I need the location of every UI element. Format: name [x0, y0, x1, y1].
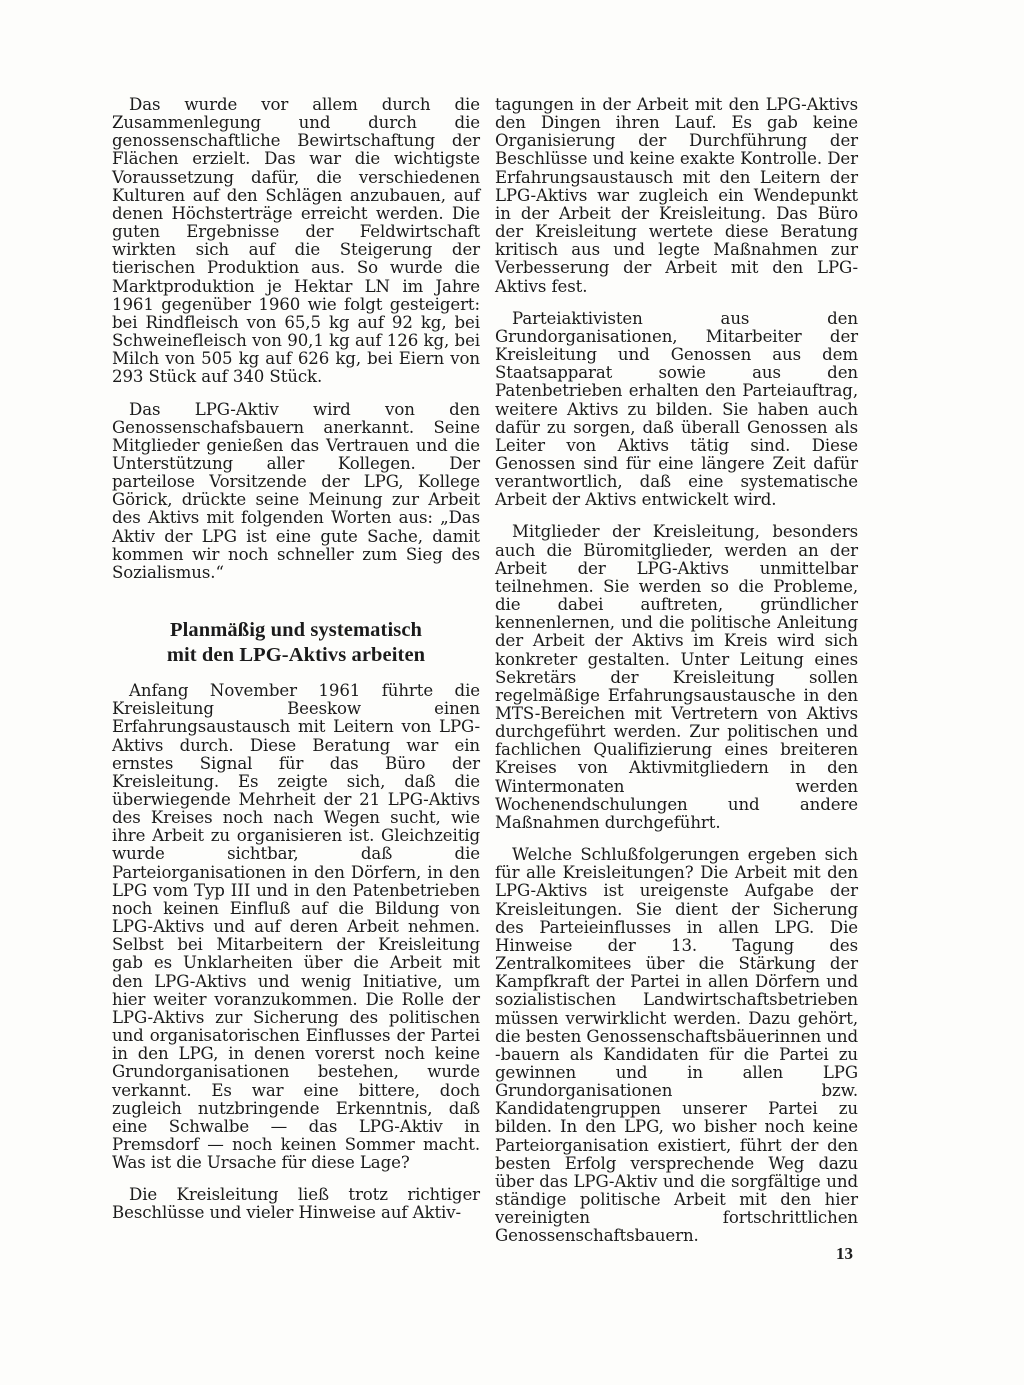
paragraph-party-activists: Parteiaktivisten aus den Grundorganisationen, Mitarbeiter der Kreisleitung und Genossen aus dem Staatsapparat sowie aus den Patenbetrieben erhalten den Parteiauftrag, weitere Aktivs zu bilden. Sie haben auch dafür zu sorgen, daß überall Genossen als Leiter von Aktivs tätig sind. Diese Genossen sind für eine längere Zeit dafür verantwortlich, daß eine systematische Arbeit der Aktivs entwickelt wird.	[495, 308, 858, 510]
paragraph-production-results: Das wurde vor allem durch die Zusammenlegung und durch die genossenschaftliche Bewirtschaftung der Flächen erzielt. Das war die wichtigste Voraussetzung dafür, die verschiedenen Kulturen auf den Schlägen anzubauen, auf denen Höchsterträge erreicht werden. Die guten Ergebnisse der Feldwirtschaft wirkten sich auf die Steigerung der tierischen Produktion aus. So wurde die Marktproduktion je Hektar LN im Jahre 1961 gegenüber 1960 wie folgt gesteigert: bei Rindfleisch von 65,5 kg auf 92 kg, bei Schweinefleisch von 90,1 kg auf 126 kg, bei Milch von 505 kg auf 626 kg, bei Eiern von 293 Stück auf 340 Stück.	[112, 95, 480, 387]
paragraph-kreisleitung-start: Die Kreisleitung ließ trotz richtiger Beschlüsse und vieler Hinweise auf Aktiv-	[112, 1185, 480, 1223]
paragraph-november-meeting: Anfang November 1961 führte die Kreisleitung Beeskow einen Erfahrungsaustausch mit Leitern von LPG-Aktivs durch. Diese Beratung war ein ernstes Signal für das Büro der Kreisleitung. Es zeigte sich, daß die überwiegende Mehrheit der 21 LPG-Aktivs des Kreises noch nach Wegen sucht, wie ihre Arbeit zu organisieren ist. Gleichzeitig wurde sichtbar, daß die Parteiorganisationen in den Dörfern, in den LPG vom Typ III und in den Patenbetrieben noch keinen Einfluß auf die Bildung von LPG-Aktivs und auf deren Arbeit nehmen. Selbst bei Mitarbeitern der Kreisleitung gab es Unklarheiten über die Arbeit mit den LPG-Aktivs und wenig Initiative, um hier weiter voranzukommen. Die Rolle der LPG-Aktivs zur Sicherung des politischen und organisatorischen Einflusses der Partei in den LPG, in denen vorerst noch keine Grundorganisationen bestehen, wurde verkannt. Es war eine bittere, doch zugleich nutzbringende Erkenntnis, daß eine Schwalbe — das LPG-Aktiv in Premsdorf — noch keinen Sommer macht. Was ist die Ursache für diese Lage?	[112, 681, 480, 1173]
section-heading-line-1: Planmäßig und systematisch	[169, 619, 423, 642]
paragraph-conclusions: Welche Schlußfolgerungen ergeben sich für alle Kreisleitungen? Die Arbeit mit den LPG-Aktivs ist ureigenste Aufgabe der Kreisleitungen. Sie dient der Sicherung des Parteieinflusses in allen LPG. Die Hinweise der 13. Tagung des Zentralkomitees über die Stärkung der Kampfkraft der Partei in allen Dörfern und sozialistischen Landwirtschaftsbetrieben müssen verwirklicht werden. Dazu gehört, die besten Genossenschaftsbäuerinnen und -bauern als Kandidaten für die Partei zu gewinnen und in allen LPG Grundorganisationen bzw. Kandidatengruppen unserer Partei zu bilden. In den LPG, wo bisher noch keine Parteiorganisation existiert, führt der den besten Erfolg versprechende Weg dazu über das LPG-Aktiv und die sorgfältige und ständige politische Arbeit mit den hier vereinigten fortschrittlichen Genossenschaftsbauern.	[495, 845, 858, 1246]
section-heading	[112, 618, 480, 668]
left-column	[112, 96, 480, 1237]
page-number: 13	[836, 1244, 853, 1263]
right-column	[495, 96, 858, 1260]
paragraph-continuation: tagungen in der Arbeit mit den LPG-Aktivs den Dingen ihren Lauf. Es gab keine Organisierung der Durchführung der Beschlüsse und keine exakte Kontrolle. Der Erfahrungsaustausch mit den Leitern der LPG-Aktivs war zugleich ein Wendepunkt in der Arbeit der Kreisleitung. Das Büro der Kreisleitung wertete diese Beratung kritisch aus und legte Maßnahmen zur Verbesserung der Arbeit mit den LPG-Aktivs fest.	[495, 95, 858, 296]
paragraph-lpg-aktiv-recognition: Das LPG-Aktiv wird von den Genossenschafsbauern anerkannt. Seine Mitglieder genießen das Vertrauen und die Unterstützung aller Kollegen. Der parteilose Vorsitzende der LPG, Kollege Görick, drückte seine Meinung zur Arbeit des Aktivs mit folgenden Worten aus: „Das Aktiv der LPG ist eine gute Sache, damit kommen wir noch schneller zum Sieg des Sozialismus.“	[112, 399, 480, 582]
paragraph-members: Mitglieder der Kreisleitung, besonders auch die Büromitglieder, werden an der Arbeit der LPG-Aktivs unmittelbar teilnehmen. Sie werden so die Probleme, die dabei auftreten, gründlicher kennenlernen, und die politische Anleitung der Arbeit der Aktivs im Kreis wird sich konkreter gestalten. Unter Leitung eines Sekretärs der Kreisleitung sollen regelmäßige Erfahrungsaustausche in den MTS-Bereichen mit Vertretern von Aktivs durchgeführt werden. Zur politischen und fachlichen Qualifizierung eines breiteren Kreises von Aktivmitgliedern in den Wintermonaten werden Wochenendschulungen und andere Maßnahmen durchgeführt.	[495, 522, 858, 832]
section-heading-line-2: mit den LPG-Aktivs arbeiten	[166, 644, 426, 667]
